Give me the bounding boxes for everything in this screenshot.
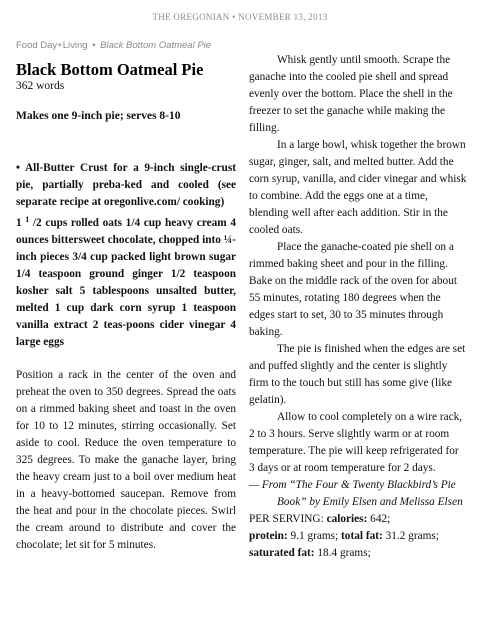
nutrition-prefix: PER SERVING:: [249, 513, 327, 525]
method-step-5: The pie is finished when the edges are set and puffed slightly and the center is slightly firm to the touch but still has some give (like gelatin).: [249, 343, 466, 406]
amount-superscript: 1: [25, 215, 30, 224]
saturated-fat-value: 18.4 grams;: [314, 547, 371, 559]
total-fat-label: total fat:: [341, 530, 383, 542]
method-step-4: Place the ganache-coated pie shell on a rimmed baking sheet and pour in the filling. Bake on the middle rack of the oven for about 55 minutes, rotating 180 degrees when the edges start to set, 30 to 35 minutes through baking.: [249, 241, 457, 338]
total-fat-value: 31.2 grams;: [382, 530, 439, 542]
breadcrumb-separator: •: [92, 40, 96, 51]
masthead: THE OREGONIAN • NOVEMBER 13, 2013: [152, 12, 328, 22]
breadcrumb-section-link[interactable]: Food Day+Living: [16, 40, 88, 51]
protein-label: protein:: [249, 530, 288, 542]
calories-value: 642;: [367, 513, 391, 525]
method-step-1: Position a rack in the center of the oven and preheat the oven to 350 degrees. Spread the oats on a rimmed baking sheet and toast in the oven for 10 to 12 minutes, stirring occasionally. Set aside to cool. Reduce the oven temperature to 325 degrees. To make the ganache layer, bring the heavy cream just to a boil over medium heat in a heavy-bottomed saucepan. Remove from the heat and pour in the chocolate pieces. Swirl the cream around to distribute and cover the chocolate; let sit for 5 minutes.: [16, 369, 236, 551]
source-credit-2: Book” by Emily Elsen and Melissa Elsen: [277, 496, 463, 508]
right-column: [249, 52, 467, 562]
method-step-2: Whisk gently until smooth. Scrape the ganache into the cooled pie shell and spread evenly over the bottom. Place the shell in the freezer to set the ganache while making the filling.: [249, 54, 453, 134]
source-credit-1: — From “The Four & Twenty Blackbird’s Pie: [249, 479, 456, 491]
method-step-6: Allow to cool completely on a wire rack, 2 to 3 hours. Serve slightly warm or at room temperature. The pie will keep refrigerated for 3 days or at room temperature for 2 days.: [249, 411, 463, 474]
left-column: [16, 60, 236, 554]
protein-value: 9.1 grams;: [287, 530, 342, 542]
breadcrumb-article: Black Bottom Oatmeal Pie: [100, 40, 212, 51]
ingredients-list: [16, 160, 236, 351]
amount-whole: 1: [16, 217, 26, 229]
breadcrumb: [16, 40, 211, 51]
method-step-3: In a large bowl, whisk together the brown sugar, ginger, salt, and melted butter. Add the corn syrup, vanilla, and cider vinegar and whisk to combine. Add the eggs one at a time, blending well after each addition. Stir in the cooled oats.: [249, 139, 467, 236]
saturated-fat-label: saturated fat:: [249, 547, 315, 559]
nutrition-info: [249, 511, 467, 562]
amount-rest: /2 cups rolled oats 1/4 cup heavy cream 4 ounces bittersweet chocolate, chopped into ¼-inch pieces 3/4 cup packed light brown sugar 1/4 teaspoon ground ginger 1/2 teaspoon kosher salt 5 tablespoons unsalted butter, melted 1 cup dark corn syrup 1 teaspoon vanilla extract 2 teas-poons cider vinegar 4 large eggs: [16, 217, 236, 348]
ingredient-amounts: [16, 211, 236, 351]
calories-label: calories:: [326, 513, 368, 525]
crust-note: • All-Butter Crust for a 9-inch single-crust pie, partially preba-ked and cooled (see separate recipe at oregonlive.com/ cooking): [16, 162, 236, 208]
recipe-title: Black Bottom Oatmeal Pie: [16, 60, 204, 79]
recipe-yield: Makes one 9-inch pie; serves 8-10: [16, 110, 181, 122]
word-count: 362 words: [16, 80, 65, 92]
